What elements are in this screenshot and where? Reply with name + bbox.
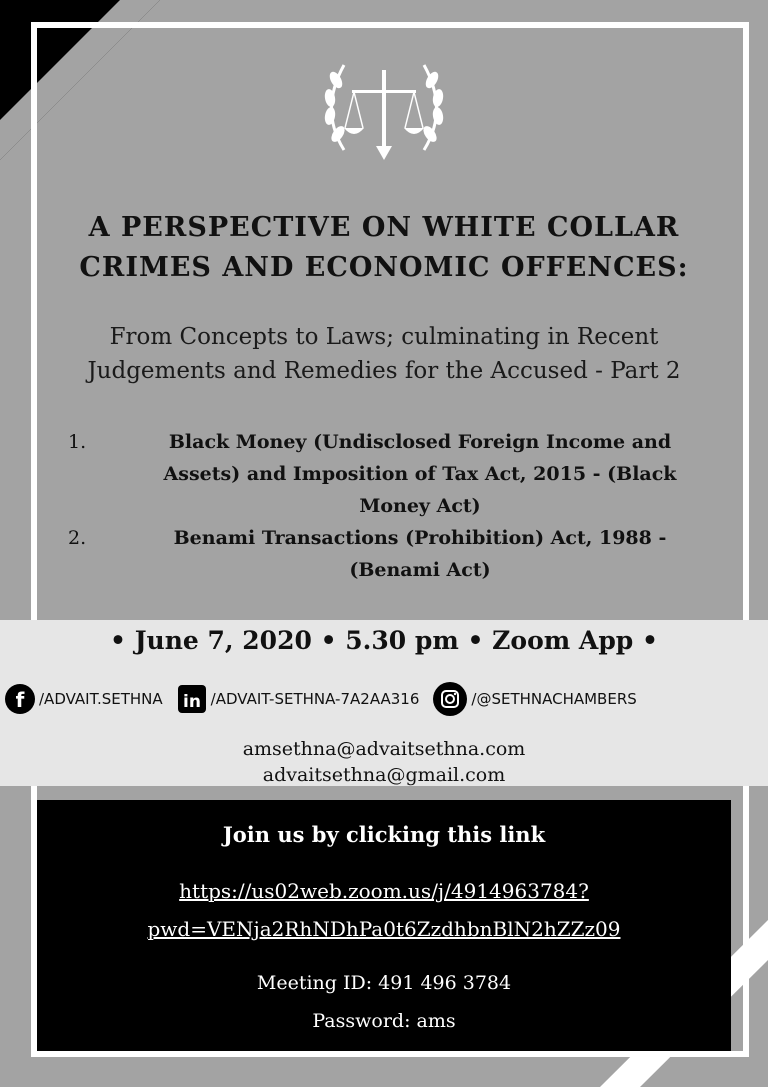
list-item: 1. Black Money (Undisclosed Foreign Income and Assets) and Imposition of Tax Act, 2015 - (Black Money Act) xyxy=(68,431,677,517)
list-item: 2. Benami Transactions (Prohibition) Act, 1988 - (Benami Act) xyxy=(68,527,667,581)
subtitle: From Concepts to Laws; culminating in Recent Judgements and Remedies for the Accused - Part 2 xyxy=(87,324,681,384)
email-primary[interactable]: amsethna@advaitsethna.com xyxy=(242,738,526,760)
contact-emails xyxy=(0,736,768,788)
linkedin-link[interactable]: in /ADVAIT-SETHNA-7A2AA316 xyxy=(177,684,420,714)
svg-text:f: f xyxy=(15,688,25,712)
meeting-id: Meeting ID: 491 496 3784 xyxy=(256,972,512,994)
social-links xyxy=(5,682,765,716)
instagram-link[interactable]: /@SETHNACHAMBERS xyxy=(433,682,636,716)
join-heading: Join us by clicking this link xyxy=(222,822,546,847)
svg-text:in: in xyxy=(182,692,201,712)
meeting-password: Password: ams xyxy=(312,1010,456,1032)
facebook-icon xyxy=(5,684,35,714)
facebook-link[interactable]: f /ADVAIT.SETHNA xyxy=(5,684,163,714)
topics-list xyxy=(62,426,722,586)
linkedin-icon xyxy=(177,684,207,714)
zoom-link[interactable]: https://us02web.zoom.us/j/4914963784? pwd=VENja2RhNDhPa0t6ZzdhbnBlN2hZZz09 xyxy=(147,879,621,941)
scales-of-justice-icon xyxy=(314,50,454,170)
email-secondary[interactable]: advaitsethna@gmail.com xyxy=(262,764,506,786)
page-title: A PERSPECTIVE ON WHITE COLLAR CRIMES AND ECONOMIC OFFENCES: xyxy=(79,212,689,283)
instagram-icon xyxy=(433,682,467,716)
meeting-info xyxy=(37,964,731,1040)
event-details: • June 7, 2020 • 5.30 pm • Zoom App • xyxy=(110,626,658,655)
